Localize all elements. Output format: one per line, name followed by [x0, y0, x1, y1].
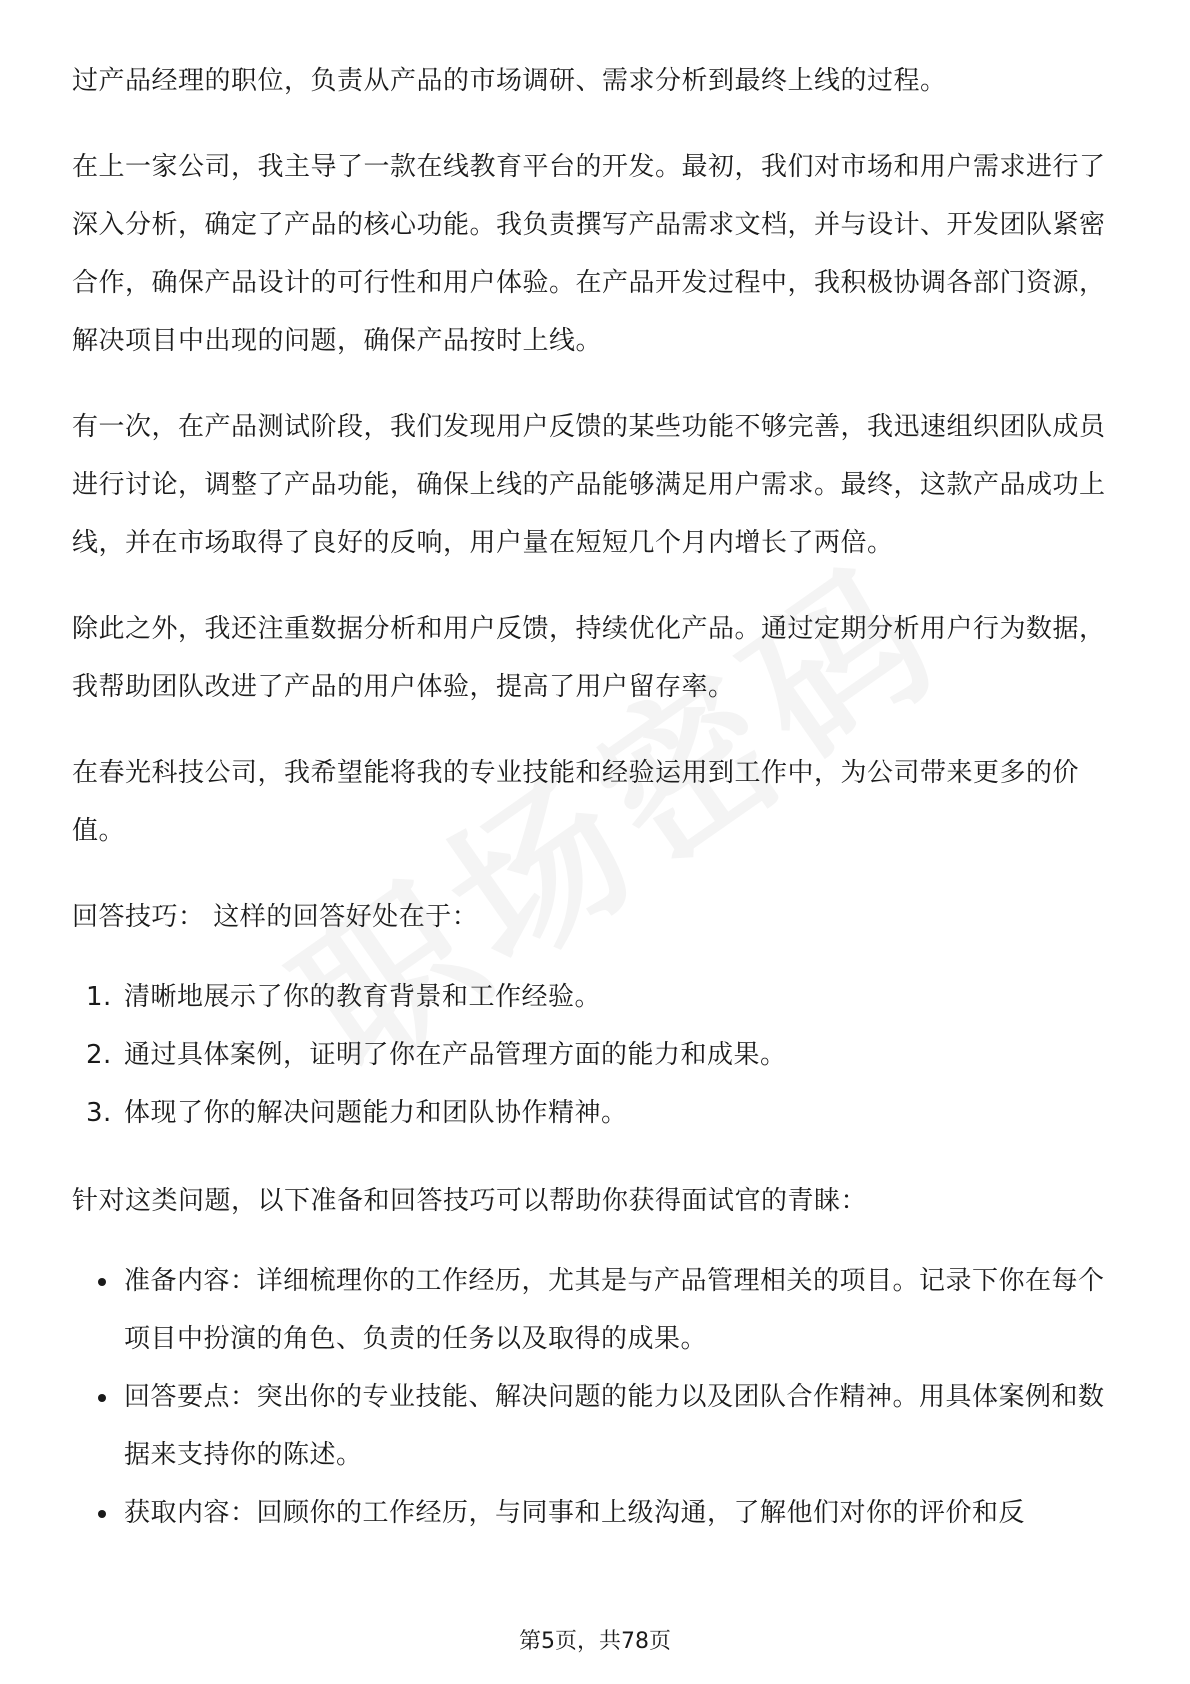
list-item-text: 通过具体案例，证明了你在产品管理方面的能力和成果。 [124, 1040, 787, 1070]
advice-heading: 针对这类问题，以下准备和回答技巧可以帮助你获得面试官的青睐： [72, 1186, 868, 1216]
list-number: 1. [86, 982, 112, 1012]
list-number: 3. [86, 1098, 112, 1128]
page-footer: 第5页，共78页 [519, 1629, 671, 1654]
list-item [72, 1484, 1118, 1542]
tips-list [72, 968, 1118, 1142]
list-item-text: 体现了你的解决问题能力和团队协作精神。 [124, 1098, 628, 1128]
list-item [72, 1084, 1118, 1142]
bullet-icon [98, 1510, 106, 1518]
tip-heading: 回答技巧： 这样的回答好处在于： [72, 902, 479, 932]
list-item-text: 回答要点：突出你的专业技能、解决问题的能力以及团队合作精神。用具体案例和数据来支持你的陈述。 [124, 1382, 1105, 1470]
advice-list [72, 1252, 1118, 1542]
paragraph-2: 在上一家公司，我主导了一款在线教育平台的开发。最初，我们对市场和用户需求进行了深入分析，确定了产品的核心功能。我负责撰写产品需求文档，并与设计、开发团队紧密合作，确保产品设计的可行性和用户体验。在产品开发过程中，我积极协调各部门资源，解决项目中出现的问题，确保产品按时上线。 [72, 152, 1106, 356]
bullet-icon [98, 1394, 106, 1402]
bullet-icon [98, 1278, 106, 1286]
paragraph-5: 在春光科技公司，我希望能将我的专业技能和经验运用到工作中，为公司带来更多的价值。 [72, 758, 1080, 846]
list-item [72, 1368, 1118, 1484]
list-item [72, 968, 1118, 1026]
list-item [72, 1252, 1118, 1368]
paragraph-4: 除此之外，我还注重数据分析和用户反馈，持续优化产品。通过定期分析用户行为数据，我帮助团队改进了产品的用户体验，提高了用户留存率。 [72, 614, 1106, 702]
paragraph-3: 有一次，在产品测试阶段，我们发现用户反馈的某些功能不够完善，我迅速组织团队成员进行讨论，调整了产品功能，确保上线的产品能够满足用户需求。最终，这款产品成功上线，并在市场取得了良好的反响，用户量在短短几个月内增长了两倍。 [72, 412, 1106, 558]
list-item [72, 1026, 1118, 1084]
list-item-text: 获取内容：回顾你的工作经历，与同事和上级沟通，了解他们对你的评价和反 [124, 1498, 1026, 1528]
list-item-text: 清晰地展示了你的教育背景和工作经验。 [124, 982, 602, 1012]
paragraph-1: 过产品经理的职位，负责从产品的市场调研、需求分析到最终上线的过程。 [72, 66, 947, 96]
list-item-text: 准备内容：详细梳理你的工作经历，尤其是与产品管理相关的项目。记录下你在每个项目中扮演的角色、负责的任务以及取得的成果。 [124, 1266, 1105, 1354]
list-number: 2. [86, 1040, 112, 1070]
document-body [72, 52, 1118, 1542]
